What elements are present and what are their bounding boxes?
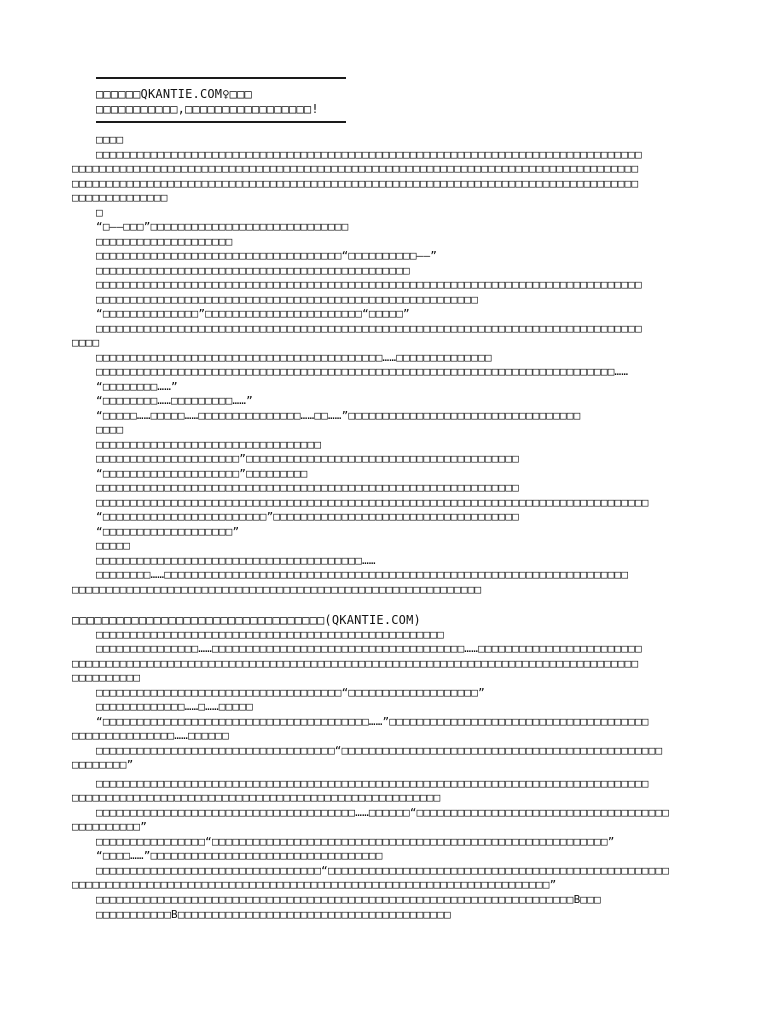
paragraph-line: “□——□□□”□□□□□□□□□□□□□□□□□□□□□□□□□□□□□: [96, 220, 349, 233]
header-rule-bottom: [96, 121, 346, 123]
paragraph-line: “□□□□□□□□□□□□□□”□□□□□□□□□□□□□□□□□□□□□□□“□□□□□”: [96, 307, 410, 320]
paragraph-line: □□□□□□□□□□□□□□□□□□□□□□□□□□□□□□□□□“□□□□□□□□□□□□□□□□□□□□□□□□□□□□□□□□□□□□□□□□□□□□□□□□□□: [96, 864, 670, 877]
paragraph-line: □□□□□□□□□□□□□□□□□□□□□□□□□□□□□□□□□□□“□□□□□□□□□□□□□□□□□□□□□□□□□□□□□□□□□□□□□□□□□□□□□□□: [96, 744, 663, 757]
paragraph-line: □□□□: [72, 336, 100, 349]
paragraph-line: □□□□□□□□□□□□□□□□□□□□□□□□□□□□□□□□□□□□□□□□□□□□□□□□□□□□□□□□□□□□: [72, 583, 482, 596]
paragraph-line: “□□□□□□□□□□□□□□□□□□□□□□□□”□□□□□□□□□□□□□□□□□□□□□□□□□□□□□□□□□□□□: [96, 510, 519, 523]
paragraph-line: “□□□□□□□□……□□□□□□□□□……”: [96, 394, 253, 407]
paragraph-line: □□□□□□□□□□□□□□□□□□□□□□□□□□□□□□□□□□□□□□□□□□……□□□□□□□□□□□□□□: [96, 351, 492, 364]
paragraph-line: □□□□□□□□……□□□□□□□□□□□□□□□□□□□□□□□□□□□□□□□□□□□□□□□□□□□□□□□□□□□□□□□□□□□□□□□□□□□□: [96, 568, 629, 581]
paragraph-line: □□□□□□□□□□□□□□□□□□□□□□□□□□□□□□□□□□□□□□□□□□□□□□□□□□□□□□□□□□□□□□□□□□□□□□”: [72, 878, 557, 891]
paragraph-line: □: [96, 206, 103, 219]
chapter-title: □□□□□□□□□□□□□□□□□□□□□□□□□□□□□□□□□□(QKANTIE.COM): [72, 613, 421, 627]
paragraph-line: □□□□□□□□□□□□□□□□□□□□□□□□□□□□□□□□□□□□□□□□□□□□□□□□□□□□□□□□□□□□□□□□□□□□□□□□□□□□□□□□: [96, 322, 642, 335]
paragraph-line: “□□□□□……□□□□□……□□□□□□□□□□□□□□□……□□……”□□□□□□□□□□□□□□□□□□□□□□□□□□□□□□□□□□: [96, 409, 581, 422]
paragraph-line: □□□□□□□□□□□□□□□□□□□□□□□□□□□□□□□□□□□□□□……□□□□□□“□□□□□□□□□□□□□□□□□□□□□□□□□□□□□□□□□□□□□: [96, 806, 670, 819]
paragraph-line: □□□□: [96, 423, 124, 436]
paragraph-line: “□□□□□□□□□□□□□□□□□□□”: [96, 525, 240, 538]
paragraph-line: □□□□□□□□□□□□□□□□□□□□□□□□□□□□□□□□□□□□□□□□□□□□□□□□□□□□□□□□□□□□□□□□□□□□□□□□□□□□□□□□□□□: [72, 177, 639, 190]
paragraph-line: □□□□□□□□□□□□□□□□□□□□□□□□□□□□□□□□□□□□□□□□□□□□□□□□□□□□□□: [72, 791, 441, 804]
paragraph-line: □□□□□□□□□□□□□□□□□□□□□□□□□□□□□□□□□□□□□□□□□□□□□□□□□□□□□□□□□□□□□□□□□□□□□□□□□□□□□□□□□□□: [72, 657, 639, 670]
site-banner: □□□□□□QKANTIE.COM♀□□□: [96, 87, 252, 101]
paragraph-line: □□□□□□□□□□□□□□□□□□□□□□□□□□□□□□□□□□□□“□□□□□□□□□□□□□□□□□□□”: [96, 686, 485, 699]
paragraph-line: □□□□□□□□□□□□□□□□□□□□□□□□□□□□□□□□□□□□□□□□□□□□□□□□□□□□□□□□□□□□□□□□□□□□□□□□□□□□□□□□□: [96, 496, 649, 509]
paragraph-line: “□□□□□□□□□□□□□□□□□□□□□□□□□□□□□□□□□□□□□□□……”□□□□□□□□□□□□□□□□□□□□□□□□□□□□□□□□□□□□□□: [96, 715, 649, 728]
paragraph-line: □□□□□□□□□□□□□□□□□□□□□□□□□□□□□□□□□: [96, 438, 322, 451]
paragraph-line: □□□□□□□□□□□□□□□□□□□□: [96, 235, 233, 248]
paragraph-line: “□□□□□□□□……”: [96, 380, 178, 393]
paragraph-line: □□□□□□□□□□□□□□□□□□□□□□□□□□□□□□□□□□□□□□□□□□□□□□□□□□□□□□□□□□□□□□□□□□□□□□□□□□□□□□□□□□□: [72, 162, 639, 175]
paragraph-line: □□□□□□□□□□□□□□□□□□□□□□□□□□□□□□□□□□□□□□□□□□□□□□□□□□□: [96, 628, 444, 641]
paragraph-line: □□□□□□□□□□□□□□□□□□□□□□□□□□□□□□□□□□□□□□□□□□□□□□□□□□□□□□□□: [96, 293, 479, 306]
paragraph-line: □□□□□□□□□□□□□□: [72, 191, 168, 204]
section-heading: □□□□: [96, 133, 124, 146]
site-slogan: □□□□□□□□□□□,□□□□□□□□□□□□□□□□□!: [96, 102, 319, 116]
paragraph-line: □□□□□□□□□□□□□□□□□□□□□□□□□□□□□□□□□□□□□□□□□□□□□□□□□□□□□□□□□□□□□□□□□□□□□□□□□□□□□□□□: [96, 148, 642, 161]
paragraph-line: □□□□□□□□□□□□□□□□“□□□□□□□□□□□□□□□□□□□□□□□□□□□□□□□□□□□□□□□□□□□□□□□□□□□□□□□□□□”: [96, 835, 615, 848]
paragraph-line: □□□□□□□□□□□□□□□□□□□□□□□□□□□□□□□□□□□□□□□……: [96, 554, 376, 567]
paragraph-line: □□□□□: [96, 539, 131, 552]
paragraph-line: □□□□□□□□□□□□□□□□□□□□□□□□□□□□□□□□□□□□□□□□□□□□□□□□□□□□□□□□□□□□□□□□□□□□□□□□□□□□……: [96, 365, 629, 378]
paragraph-line: □□□□□□□□□□□□□□□□□□□□□□□□□□□□□□□□□□□□□□□□□□□□□□□□□□□□□□□□□□□□□□: [96, 481, 519, 494]
paragraph-line: “□□□□……”□□□□□□□□□□□□□□□□□□□□□□□□□□□□□□□□□□: [96, 849, 383, 862]
paragraph-line: □□□□□□□□□□□B□□□□□□□□□□□□□□□□□□□□□□□□□□□□□□□□□□□□□□□□: [96, 908, 451, 921]
paragraph-line: □□□□□□□□□□: [72, 671, 141, 684]
paragraph-line: □□□□□□□□□□□□□□□□□□□□□□□□□□□□□□□□□□□□□□□□□□□□□□□□□□□□□□□□□□□□□□□□□□□□□□□□□□□□□□□□: [96, 278, 642, 291]
header-rule-top: [96, 77, 346, 79]
paragraph-line: □□□□□□□□□□□□□……□……□□□□□: [96, 700, 253, 713]
paragraph-line: □□□□□□□□□□□□□□□□□□□□□□□□□□□□□□□□□□□□□□□□□□□□□□□□□□□□□□□□□□□□□□□□□□□□□□□□□□□□□□□□□: [96, 777, 649, 790]
paragraph-line: □□□□□□□□□□□□□□□□□□□□□□□□□□□□□□□□□□□□“□□□□□□□□□□——”: [96, 249, 438, 262]
paragraph-line: □□□□□□□□□□”: [72, 820, 148, 833]
paragraph-line: □□□□□□□□”: [72, 758, 134, 771]
paragraph-line: □□□□□□□□□□□□□□□□□□□□□□□□□□□□□□□□□□□□□□□□□□□□□□□□□□□□□□□□□□□□□□□□□□□□□□B□□□: [96, 893, 601, 906]
paragraph-line: □□□□□□□□□□□□□□□□□□□□□□□□□□□□□□□□□□□□□□□□□□□□□□: [96, 264, 410, 277]
paragraph-line: □□□□□□□□□□□□□□□□□□□□□”□□□□□□□□□□□□□□□□□□□□□□□□□□□□□□□□□□□□□□□□: [96, 452, 519, 465]
paragraph-line: “□□□□□□□□□□□□□□□□□□□□”□□□□□□□□□: [96, 467, 308, 480]
paragraph-line: □□□□□□□□□□□□□□□……□□□□□□□□□□□□□□□□□□□□□□□□□□□□□□□□□□□□□……□□□□□□□□□□□□□□□□□□□□□□□□: [96, 642, 642, 655]
paragraph-line: □□□□□□□□□□□□□□□……□□□□□□: [72, 729, 229, 742]
